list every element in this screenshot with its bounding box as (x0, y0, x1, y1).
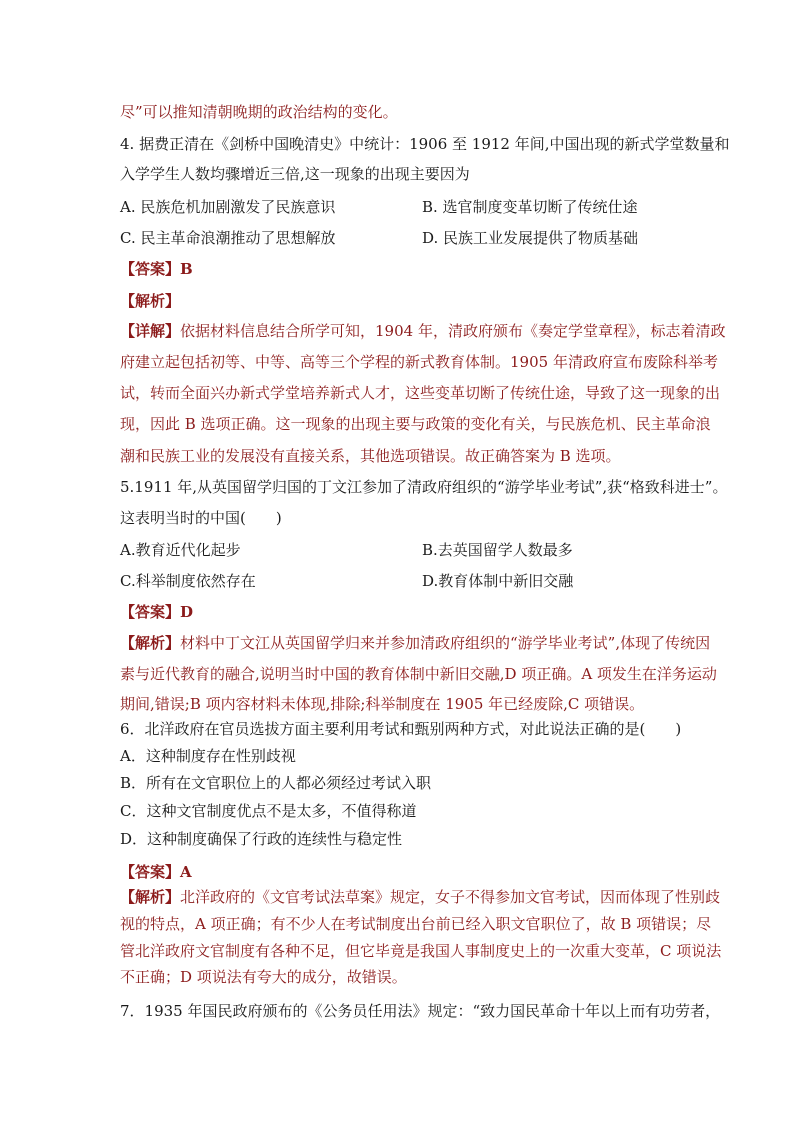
q5-stem-line-1: 5.1911 年,从英国留学归国的丁文江参加了清政府组织的“游学毕业考试”,获“格致科进士”。 (120, 478, 728, 496)
q4-stem-line-1: 4. 据费正清在《剑桥中国晚清史》中统计：1906 至 1912 年间,中国出现的新式学堂数量和 (120, 135, 730, 153)
q6-option-a: A．这种制度存在性别歧视 (120, 747, 296, 765)
q4-analysis-tag: 【解析】 (120, 292, 181, 310)
q4-option-c: C. 民主革命浪潮推动了思想解放 (120, 229, 336, 247)
q4-option-b: B. 选官制度变革切断了传统仕途 (422, 198, 638, 216)
q5-answer (120, 602, 193, 622)
q4-stem-line-2: 入学学生人数均骤增近三倍,这一现象的出现主要因为 (120, 165, 470, 183)
q5-options-row-2 (120, 571, 574, 591)
q5-option-d: D.教育体制中新旧交融 (422, 572, 574, 590)
q4-options-row-2 (120, 228, 639, 248)
q5-analysis-text-1: 材料中丁文江从英国留学归来并参加清政府组织的“游学毕业考试”,体现了传统因 (180, 634, 711, 652)
q4-answer-value: B (180, 260, 193, 278)
q5-option-c: C.科举制度依然存在 (120, 572, 256, 590)
q6-stem: 6．北洋政府在官员选拔方面主要利用考试和甄别两种方式，对此说法正确的是( ) (120, 720, 682, 738)
q6-analysis-line-4: 不正确；D 项说法有夸大的成分，故错误。 (120, 968, 407, 986)
q5-option-b: B.去英国留学人数最多 (422, 541, 573, 559)
q6-answer-tag: 【答案】 (120, 863, 181, 881)
q6-analysis-line-2: 视的特点，A 项正确；有不少人在考试制度出台前已经入职文官职位了，故 B 项错误；尽 (120, 915, 712, 933)
q5-option-a: A.教育近代化起步 (120, 541, 241, 559)
previous-analysis-tail: 尽”可以推知清朝晚期的政治结构的变化。 (120, 103, 398, 121)
q5-options-row-1 (120, 540, 573, 560)
q6-analysis-text-1: 北洋政府的《文官考试法草案》规定，女子不得参加文官考试，因而体现了性别歧 (180, 888, 721, 906)
q5-answer-value: D (180, 603, 194, 621)
q5-analysis-line-2: 素与近代教育的融合,说明当时中国的教育体制中新旧交融,D 项正确。A 项发生在洋务运动 (120, 665, 717, 683)
q4-answer-tag: 【答案】 (120, 260, 181, 278)
q4-detail-line-3: 试，转而全面兴办新式学堂培养新式人才，这些变革切断了传统仕途，导致了这一现象的出 (120, 384, 721, 402)
q4-detail-text-1: 依据材料信息结合所学可知，1904 年，清政府颁布《奏定学堂章程》，标志着清政 (180, 322, 726, 340)
q7-stem-line-1: 7．1935 年国民政府颁布的《公务员任用法》规定：“致力国民革命十年以上而有功劳者， (120, 1002, 721, 1020)
q4-option-a: A. 民族危机加剧激发了民族意识 (120, 198, 336, 216)
q5-answer-tag: 【答案】 (120, 603, 181, 621)
q6-answer-value: A (180, 863, 192, 881)
q4-detail-tag: 【详解】 (120, 322, 181, 340)
q6-option-b: B．所有在文官职位上的人都必须经过考试入职 (120, 774, 432, 792)
q4-detail-line-2: 府建立起包括初等、中等、高等三个学程的新式教育体制。1905 年清政府宣布废除科举考 (120, 353, 718, 371)
q5-analysis-tag: 【解析】 (120, 634, 181, 652)
q6-analysis-tag: 【解析】 (120, 888, 181, 906)
q5-stem-line-2: 这表明当时的中国( ) (120, 509, 282, 527)
q4-options-row-1 (120, 197, 638, 217)
q4-option-d: D. 民族工业发展提供了物质基础 (422, 229, 639, 247)
q4-answer (120, 259, 193, 279)
q5-analysis-line-3: 期间,错误;B 项内容材料未体现,排除;科举制度在 1905 年已经废除,C 项错误。 (120, 695, 645, 713)
q6-answer (120, 862, 192, 882)
q4-detail-line-1 (120, 321, 725, 341)
q6-analysis-line-1 (120, 887, 720, 907)
q4-detail-line-5: 潮和民族工业的发展没有直接关系，其他选项错误。故正确答案为 B 选项。 (120, 447, 621, 465)
q4-detail-line-4: 现，因此 B 选项正确。这一现象的出现主要与政策的变化有关，与民族危机、民主革命浪 (120, 415, 711, 433)
q5-analysis-line-1 (120, 633, 710, 653)
q6-option-c: C．这种文官制度优点不是太多，不值得称道 (120, 802, 417, 820)
q6-option-d: D．这种制度确保了行政的连续性与稳定性 (120, 830, 403, 848)
q6-analysis-line-3: 管北洋政府文官制度有各种不足，但它毕竟是我国人事制度史上的一次重大变革，C 项说法 (120, 942, 722, 960)
